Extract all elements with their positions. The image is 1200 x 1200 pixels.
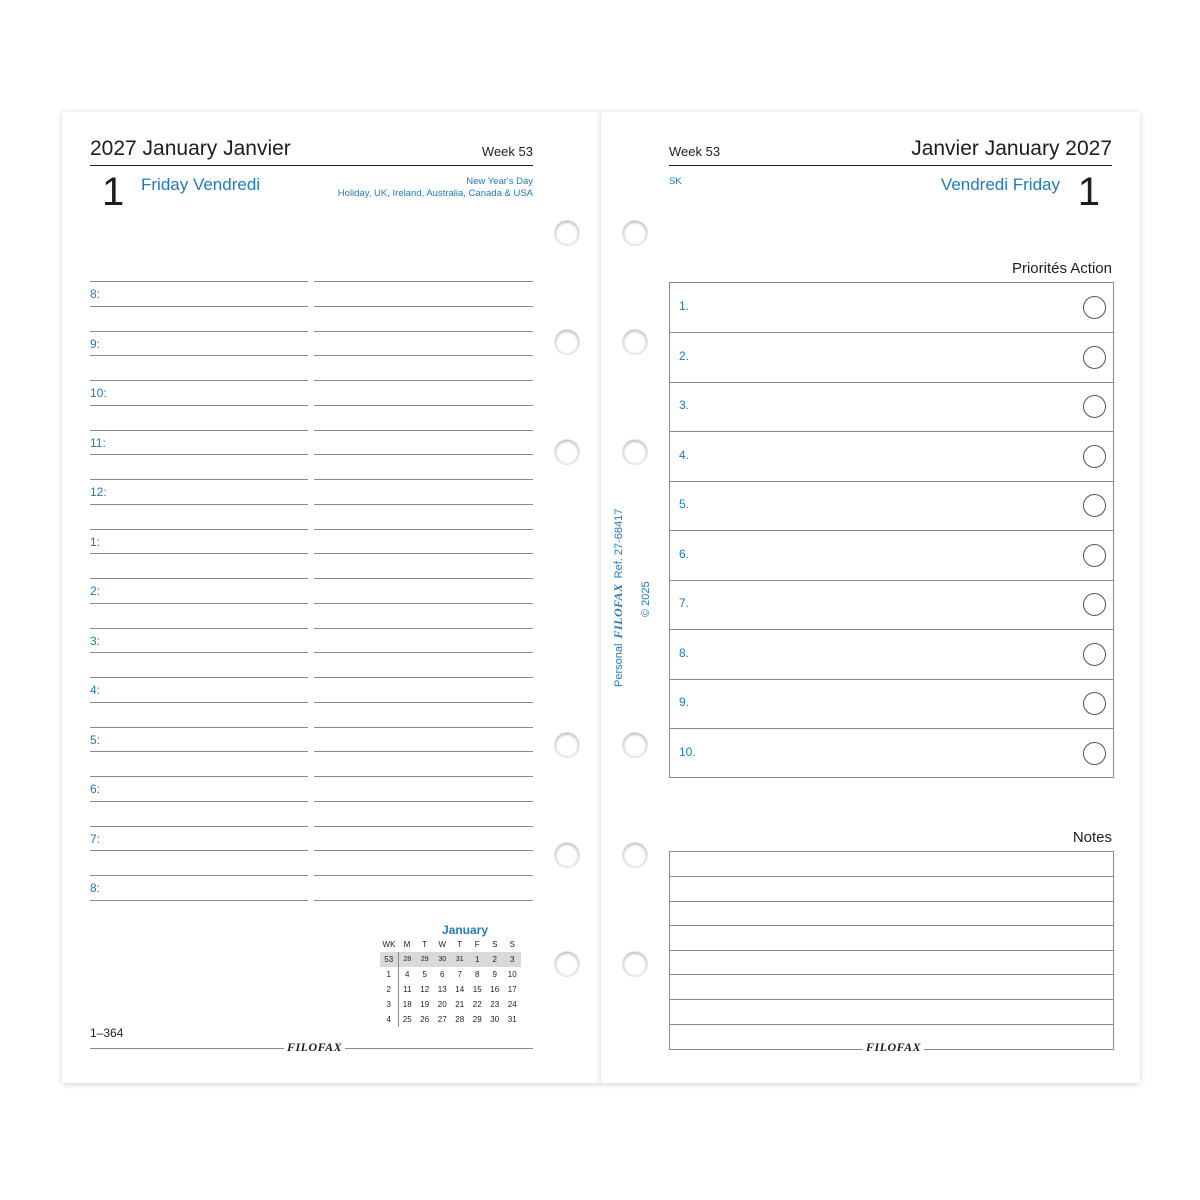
mini-calendar-week: 2 [380, 982, 398, 997]
mini-calendar [380, 923, 534, 1027]
schedule-rule-left [90, 529, 308, 530]
schedule-rule-right [314, 628, 533, 629]
right-day-number: 1 [1077, 170, 1100, 214]
schedule-rule-right [314, 677, 533, 678]
priority-number: 4. [679, 447, 690, 462]
priority-checkbox-icon[interactable] [1083, 742, 1106, 765]
mini-calendar-day: 17 [507, 985, 517, 994]
spine-text-line1 [611, 508, 626, 687]
right-page [601, 112, 1140, 1083]
mini-calendar-day: 5 [422, 970, 427, 979]
schedule-rule-right [314, 578, 533, 579]
punch-hole-icon [623, 440, 647, 464]
left-header-rule [90, 165, 533, 166]
right-header-title: Janvier January 2027 [911, 137, 1112, 160]
mini-calendar-day: 21 [455, 1000, 465, 1009]
punch-hole-icon [555, 440, 579, 464]
mini-calendar-day: 30 [438, 956, 447, 963]
schedule-rule-left [90, 430, 308, 431]
priority-row[interactable] [670, 729, 1113, 778]
mini-calendar-day: 13 [437, 985, 447, 994]
mini-calendar-day: 16 [490, 985, 500, 994]
schedule-rule-left [90, 355, 308, 356]
schedule-rule-left [90, 801, 308, 802]
mini-calendar-day: 31 [455, 956, 464, 963]
hour-label: 3: [90, 634, 101, 648]
notes-box [669, 851, 1114, 1050]
schedule-rule-left [90, 900, 308, 901]
left-page [62, 112, 601, 1083]
right-week-label: Week 53 [669, 144, 721, 159]
filofax-logo: FILOFAX [284, 1040, 345, 1055]
schedule-rule-left [90, 331, 308, 332]
hour-label: 11: [90, 436, 106, 450]
schedule-rule-right [314, 331, 533, 332]
notes-line[interactable] [670, 926, 1113, 951]
mini-calendar-header: F [474, 940, 480, 949]
priority-row[interactable] [670, 382, 1113, 432]
mini-calendar-month: January [441, 923, 489, 937]
mini-calendar-week: 4 [380, 1012, 398, 1027]
schedule-rule-left [90, 306, 308, 307]
schedule-rule-left [90, 652, 308, 653]
mini-calendar-day: 30 [490, 1015, 500, 1024]
priority-checkbox-icon[interactable] [1083, 643, 1106, 666]
hour-label: 12: [90, 485, 107, 499]
hour-label: 6: [90, 782, 101, 796]
priority-row[interactable] [670, 531, 1113, 581]
priority-row[interactable] [670, 679, 1113, 729]
notes-line[interactable] [670, 877, 1113, 902]
hour-label: 10: [90, 386, 107, 400]
notes-line[interactable] [670, 950, 1113, 975]
schedule-rule-right [314, 281, 533, 282]
mini-calendar-day: 14 [455, 985, 465, 994]
mini-calendar-day: 4 [405, 970, 410, 979]
schedule-rule-right [314, 801, 533, 802]
hour-label: 5: [90, 733, 101, 747]
hour-label: 9: [90, 337, 101, 351]
mini-calendar-day: 22 [472, 1000, 482, 1009]
spine-copyright: © 2025 [640, 581, 652, 617]
mini-calendar-header: S [509, 940, 515, 949]
punch-hole-icon [555, 330, 579, 354]
schedule-rule-right [314, 380, 533, 381]
schedule-rule-right [314, 603, 533, 604]
mini-calendar-header: M [403, 940, 411, 949]
mini-calendar-day: 10 [507, 970, 517, 979]
notes-line[interactable] [670, 852, 1113, 877]
schedule-rule-left [90, 826, 308, 827]
filofax-logo: FILOFAX [863, 1040, 924, 1055]
priority-checkbox-icon[interactable] [1083, 445, 1106, 468]
mini-calendar-header: T [422, 940, 428, 949]
schedule-rule-left [90, 479, 308, 480]
priority-row[interactable] [670, 432, 1113, 482]
mini-calendar-day: 19 [420, 1000, 430, 1009]
schedule-rule-right [314, 875, 533, 876]
schedule-rule-right [314, 504, 533, 505]
punch-hole-icon [623, 952, 647, 976]
punch-hole-icon [623, 330, 647, 354]
schedule-rule-right [314, 751, 533, 752]
priority-row[interactable] [670, 333, 1113, 383]
left-day-number: 1 [102, 170, 125, 214]
notes-line[interactable] [670, 975, 1113, 1000]
priority-checkbox-icon[interactable] [1083, 296, 1106, 319]
mini-calendar-day: 20 [437, 1000, 447, 1009]
hour-label: 7: [90, 832, 101, 846]
mini-calendar-day: 26 [420, 1015, 430, 1024]
right-day-name: Vendredi Friday [940, 175, 1060, 194]
mini-calendar-day: 29 [420, 956, 429, 963]
hour-label: 1: [90, 535, 101, 549]
mini-calendar-day: 28 [403, 956, 412, 963]
mini-calendar-day: 7 [457, 970, 462, 979]
schedule-rule-left [90, 454, 308, 455]
mini-calendar-header: WK [382, 940, 396, 949]
spine-format: Personal [613, 643, 625, 687]
schedule-rule-left [90, 281, 308, 282]
schedule-rule-left [90, 405, 308, 406]
schedule-rule-left [90, 603, 308, 604]
priority-checkbox-icon[interactable] [1083, 692, 1106, 715]
notes-title: Notes [1072, 829, 1112, 846]
mini-calendar-day: 31 [507, 1015, 517, 1024]
mini-calendar-day: 15 [472, 985, 482, 994]
punch-hole-icon [623, 843, 647, 867]
schedule-rule-left [90, 875, 308, 876]
mini-calendar-day: 8 [475, 970, 480, 979]
schedule-rule-left [90, 751, 308, 752]
schedule-rule-right [314, 702, 533, 703]
mini-calendar-day: 3 [510, 955, 515, 964]
schedule-rule-right [314, 454, 533, 455]
punch-hole-icon [623, 221, 647, 245]
priority-row[interactable] [670, 283, 1113, 333]
schedule-rule-right [314, 553, 533, 554]
punch-hole-icon [555, 843, 579, 867]
priority-row[interactable] [670, 630, 1113, 680]
priorities-box [669, 282, 1114, 778]
priority-number: 1. [679, 299, 690, 313]
priority-checkbox-icon[interactable] [1083, 494, 1106, 517]
priority-number: 9. [679, 695, 690, 709]
schedule-rule-right [314, 776, 533, 777]
hour-label: 8: [90, 881, 101, 895]
priority-number: 10. [679, 744, 696, 759]
priorities-title: Priorités Action [1011, 260, 1112, 277]
holiday-regions: Holiday, UK, Ireland, Australia, Canada & USA [337, 188, 533, 199]
mini-calendar-table [380, 937, 521, 1027]
mini-calendar-day: 1 [475, 955, 480, 964]
mini-calendar-day: 6 [440, 970, 445, 979]
notes-line[interactable] [670, 901, 1113, 926]
schedule-rule-left [90, 677, 308, 678]
schedule-rule-right [314, 850, 533, 851]
punch-hole-icon [555, 952, 579, 976]
schedule-rule-left [90, 553, 308, 554]
priority-checkbox-icon[interactable] [1083, 593, 1106, 616]
mini-calendar-day: 11 [403, 985, 412, 994]
mini-calendar-day: 9 [492, 970, 497, 979]
priority-number: 3. [679, 398, 690, 412]
priority-number: 5. [679, 497, 690, 511]
schedule-rule-right [314, 430, 533, 431]
hour-label: 2: [90, 584, 101, 598]
punch-hole-icon [555, 733, 579, 757]
schedule-rule-left [90, 776, 308, 777]
mini-calendar-day: 12 [420, 985, 430, 994]
schedule-rule-left [90, 850, 308, 851]
schedule-rule-left [90, 727, 308, 728]
schedule-rule-left [90, 578, 308, 579]
priority-row[interactable] [670, 580, 1113, 630]
mini-calendar-header: W [438, 940, 447, 949]
schedule-rule-right [314, 479, 533, 480]
schedule-rule-right [314, 355, 533, 356]
mini-calendar-day: 23 [490, 1000, 500, 1009]
mini-calendar-day: 24 [507, 1000, 517, 1009]
hour-label: 4: [90, 683, 101, 697]
mini-calendar-header: T [457, 940, 463, 949]
priority-checkbox-icon[interactable] [1083, 346, 1106, 369]
schedule-rule-right [314, 306, 533, 307]
priority-number: 7. [679, 596, 690, 610]
mini-calendar-week: 53 [380, 952, 398, 967]
mini-calendar-week: 1 [380, 967, 398, 982]
holiday-name: New Year's Day [466, 176, 533, 187]
mini-calendar-day: 2 [492, 955, 497, 964]
page-count: 1–364 [90, 1026, 124, 1040]
mini-calendar-week: 3 [380, 997, 398, 1012]
schedule-rule-left [90, 504, 308, 505]
notes-line[interactable] [670, 1000, 1113, 1025]
mini-calendar-day: 27 [437, 1015, 447, 1024]
schedule-rule-left [90, 702, 308, 703]
punch-hole-icon [623, 733, 647, 757]
priority-number: 6. [679, 546, 690, 561]
priority-checkbox-icon[interactable] [1083, 544, 1106, 567]
punch-hole-icon [555, 221, 579, 245]
schedule-rule-right [314, 529, 533, 530]
schedule-rule-left [90, 380, 308, 381]
schedule-rule-right [314, 405, 533, 406]
mini-calendar-header: S [492, 940, 498, 949]
left-header-title: 2027 January Janvier [90, 137, 291, 160]
right-header-rule [669, 165, 1112, 166]
schedule-rule-right [314, 652, 533, 653]
spine-brand: FILOFAX [611, 583, 625, 639]
mini-calendar-day: 18 [402, 1000, 412, 1009]
schedule-rule-right [314, 727, 533, 728]
spine-ref: Ref. 27-68417 [613, 508, 625, 579]
hour-label: 8: [90, 287, 101, 301]
priority-number: 2. [679, 348, 690, 363]
left-day-name: Friday Vendredi [141, 175, 261, 194]
schedule-rule-right [314, 826, 533, 827]
left-week-label: Week 53 [481, 144, 533, 159]
mini-calendar-day: 25 [402, 1015, 412, 1024]
priority-number: 8. [679, 645, 690, 660]
mini-calendar-day: 29 [472, 1015, 482, 1024]
priority-checkbox-icon[interactable] [1083, 395, 1106, 418]
schedule-rule-right [314, 900, 533, 901]
region-code: SK [669, 176, 682, 187]
priority-row[interactable] [670, 481, 1113, 531]
mini-calendar-day: 28 [455, 1015, 465, 1024]
schedule-rule-left [90, 628, 308, 629]
